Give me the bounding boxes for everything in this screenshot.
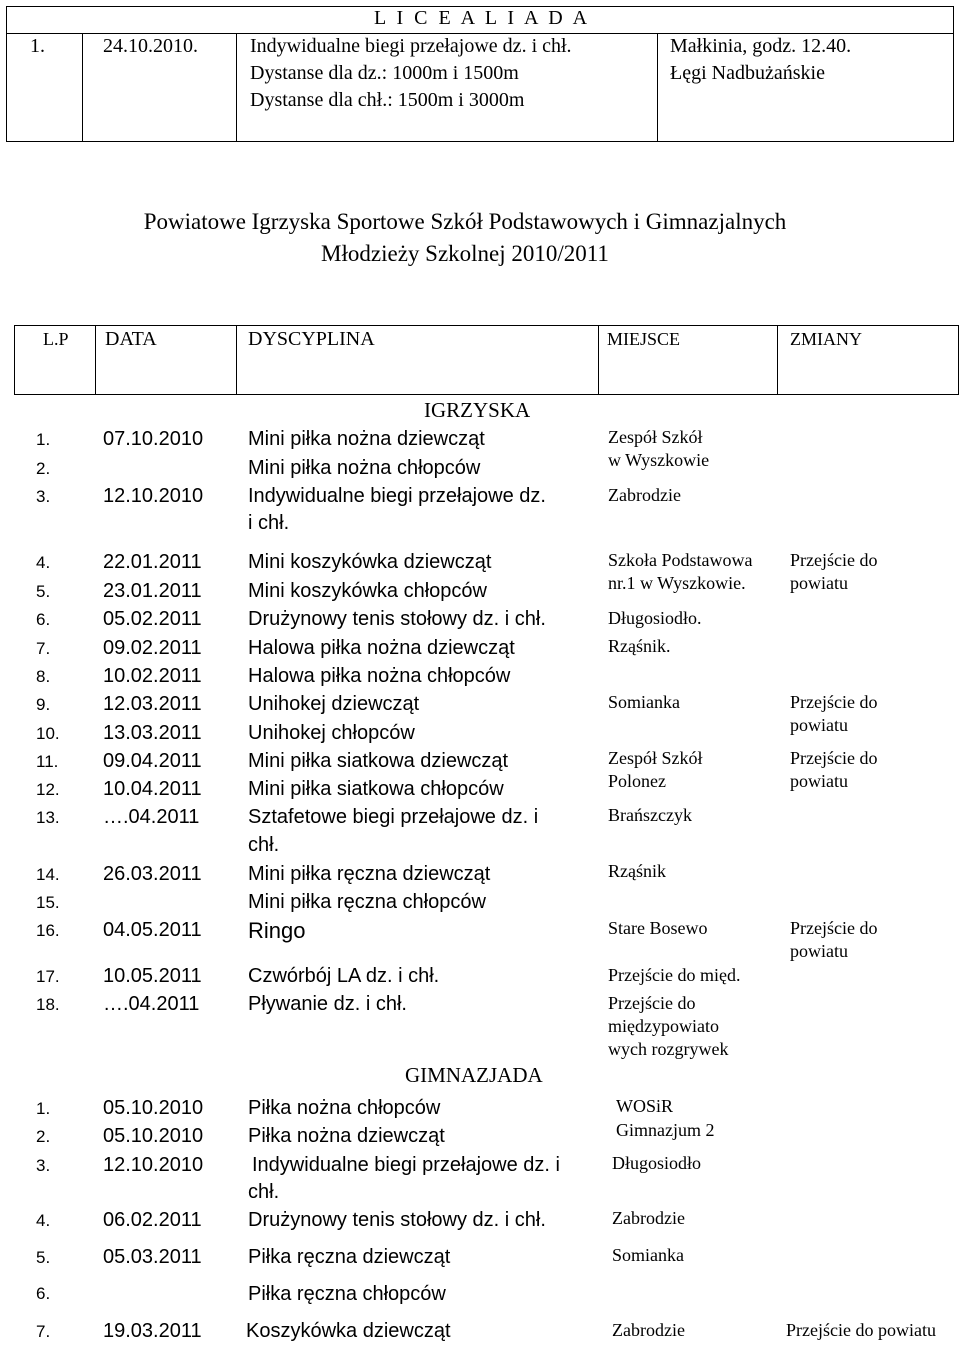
header-lp: L.P <box>43 329 69 349</box>
ig-row16-lp: 16. <box>36 921 60 940</box>
ig-row17-date: 10.05.2011 <box>103 965 202 987</box>
gim-row4-lp: 4. <box>36 1211 51 1230</box>
ig-row10-lp: 10. <box>36 724 60 743</box>
ig-change-16a: Przejście do <box>790 918 878 938</box>
ig-change-4b: powiatu <box>790 573 848 593</box>
ig-place-18b: międzypowiato <box>608 1016 719 1036</box>
ig-row1-discipline: Mini piłka nożna dziewcząt <box>248 428 485 450</box>
licealiada-title-divider <box>6 33 954 34</box>
gim-row6-discipline: Piłka ręczna chłopców <box>248 1283 446 1305</box>
ig-row14-date: 26.03.2011 <box>103 863 202 885</box>
ig-place-4b: nr.1 w Wyszkowie. <box>608 573 746 593</box>
header-col-divider-1 <box>95 325 96 395</box>
gim-place-1a: WOSiR <box>616 1096 674 1116</box>
ig-row13-discipline-cont: chł. <box>248 834 280 856</box>
ig-place-1a: Zespół Szkół <box>608 427 703 447</box>
ig-row8-date: 10.02.2011 <box>103 665 202 687</box>
document-heading-line1: Powiatowe Igrzyska Sportowe Szkół Podstawowych i Gimnazjalnych <box>143 209 787 234</box>
gim-row2-lp: 2. <box>36 1127 51 1146</box>
header-discipline: DYSCYPLINA <box>248 328 375 350</box>
gim-place-7: Zabrodzie <box>612 1320 685 1340</box>
gim-row3-discipline: Indywidualne biegi przełajowe dz. i <box>252 1154 560 1176</box>
licealiada-date: 24.10.2010. <box>103 35 198 57</box>
ig-row8-discipline: Halowa piłka nożna chłopców <box>248 665 511 687</box>
gim-row1-date: 05.10.2010 <box>103 1097 204 1119</box>
ig-place-17: Przejście do międ. <box>608 965 741 985</box>
gim-row7-date: 19.03.2011 <box>103 1320 202 1342</box>
ig-row4-lp: 4. <box>36 553 51 572</box>
ig-row9-lp: 9. <box>36 695 51 714</box>
ig-row14-lp: 14. <box>36 865 60 884</box>
ig-row13-lp: 13. <box>36 808 60 827</box>
ig-row9-discipline: Unihokej dziewcząt <box>248 693 420 715</box>
ig-row8-lp: 8. <box>36 667 51 686</box>
licealiada-place-line1: Małkinia, godz. 12.40. <box>670 35 852 57</box>
ig-place-9: Somianka <box>608 692 680 712</box>
ig-row2-lp: 2. <box>36 459 51 478</box>
gim-row1-lp: 1. <box>36 1099 51 1118</box>
ig-row3-date: 12.10.2010 <box>103 485 204 507</box>
gim-row7-lp: 7. <box>36 1322 51 1341</box>
gim-row5-date: 05.03.2011 <box>103 1246 202 1268</box>
ig-place-11a: Zespół Szkół <box>608 748 703 768</box>
ig-place-6: Długosiodło. <box>608 608 702 628</box>
licealiada-col-divider-3 <box>657 33 658 142</box>
ig-row2-discipline: Mini piłka nożna chłopców <box>248 457 481 479</box>
gim-row3-date: 12.10.2010 <box>103 1154 204 1176</box>
ig-row18-lp: 18. <box>36 995 60 1014</box>
ig-place-11b: Polonez <box>608 771 666 791</box>
ig-row15-lp: 15. <box>36 893 60 912</box>
header-place: MIEJSCE <box>607 329 681 349</box>
ig-row15-discipline: Mini piłka ręczna chłopców <box>248 891 486 913</box>
ig-row6-discipline: Drużynowy tenis stołowy dz. i chł. <box>248 608 546 630</box>
igrzyska-title: IGRZYSKA <box>424 398 531 422</box>
ig-row17-discipline: Czwórbój LA dz. i chł. <box>248 965 440 987</box>
gim-row2-discipline: Piłka nożna dziewcząt <box>248 1125 445 1147</box>
header-col-divider-2 <box>236 325 237 395</box>
ig-row13-date: ….04.2011 <box>103 806 200 828</box>
ig-row17-lp: 17. <box>36 967 60 986</box>
header-col-divider-3 <box>598 325 599 395</box>
header-changes: ZMIANY <box>790 329 862 349</box>
ig-row6-date: 05.02.2011 <box>103 608 202 630</box>
ig-row10-discipline: Unihokej chłopców <box>248 722 415 744</box>
ig-row7-discipline: Halowa piłka nożna dziewcząt <box>248 637 515 659</box>
gim-row4-discipline: Drużynowy tenis stołowy dz. i chł. <box>248 1209 546 1231</box>
ig-row9-date: 12.03.2011 <box>103 693 202 715</box>
gim-row4-date: 06.02.2011 <box>103 1209 202 1231</box>
ig-place-18c: wych rozgrywek <box>608 1039 729 1059</box>
licealiada-title: L I C E A L I A D A <box>374 7 591 29</box>
ig-row12-discipline: Mini piłka siatkowa chłopców <box>248 778 504 800</box>
gim-row5-discipline: Piłka ręczna dziewcząt <box>248 1246 451 1268</box>
gim-place-3: Długosiodło <box>612 1153 702 1173</box>
ig-place-7: Rząśnik. <box>608 636 671 656</box>
ig-row4-date: 22.01.2011 <box>103 551 202 573</box>
ig-row7-date: 09.02.2011 <box>103 637 202 659</box>
ig-row5-date: 23.01.2011 <box>103 580 202 602</box>
ig-change-4a: Przejście do <box>790 550 878 570</box>
gim-row2-date: 05.10.2010 <box>103 1125 204 1147</box>
ig-change-16b: powiatu <box>790 941 848 961</box>
gim-row1-discipline: Piłka nożna chłopców <box>248 1097 441 1119</box>
ig-row1-lp: 1. <box>36 430 51 449</box>
ig-place-4a: Szkoła Podstawowa <box>608 550 753 570</box>
ig-row5-discipline: Mini koszykówka chłopców <box>248 580 487 602</box>
header-col-divider-4 <box>777 325 778 395</box>
ig-place-14: Rząśnik <box>608 861 666 881</box>
ig-place-13: Brańszczyk <box>608 805 692 825</box>
licealiada-discipline-line3: Dystanse dla chł.: 1500m i 3000m <box>250 89 525 111</box>
licealiada-discipline-line1: Indywidualne biegi przełajowe dz. i chł. <box>250 35 572 57</box>
gim-row5-lp: 5. <box>36 1248 51 1267</box>
gimnazjada-title: GIMNAZJADA <box>405 1063 543 1087</box>
ig-row12-lp: 12. <box>36 780 60 799</box>
ig-row7-lp: 7. <box>36 639 51 658</box>
ig-row18-date: ….04.2011 <box>103 993 200 1015</box>
ig-row5-lp: 5. <box>36 582 51 601</box>
gim-row3-lp: 3. <box>36 1156 51 1175</box>
licealiada-col-divider-1 <box>82 33 83 142</box>
gim-place-4: Zabrodzie <box>612 1208 685 1228</box>
ig-row3-discipline-cont: i chł. <box>248 512 290 534</box>
ig-row11-discipline: Mini piłka siatkowa dziewcząt <box>248 750 509 772</box>
ig-row16-discipline: Ringo <box>248 918 306 943</box>
ig-row16-date: 04.05.2011 <box>103 919 202 941</box>
ig-row18-discipline: Pływanie dz. i chł. <box>248 993 407 1015</box>
ig-place-3: Zabrodzie <box>608 485 681 505</box>
ig-place-16: Stare Bosewo <box>608 918 708 938</box>
ig-row10-date: 13.03.2011 <box>103 722 202 744</box>
ig-change-11b: powiatu <box>790 771 848 791</box>
licealiada-lp: 1. <box>30 35 45 57</box>
ig-row14-discipline: Mini piłka ręczna dziewcząt <box>248 863 491 885</box>
gim-row7-discipline: Koszykówka dziewcząt <box>246 1320 451 1342</box>
gim-row6-lp: 6. <box>36 1284 51 1303</box>
ig-row12-date: 10.04.2011 <box>103 778 202 800</box>
gim-place-5: Somianka <box>612 1245 684 1265</box>
ig-row11-lp: 11. <box>36 752 59 771</box>
licealiada-col-divider-2 <box>236 33 237 142</box>
ig-row6-lp: 6. <box>36 610 51 629</box>
ig-row3-lp: 3. <box>36 487 51 506</box>
ig-place-1b: w Wyszkowie <box>608 450 710 470</box>
ig-change-9a: Przejście do <box>790 692 878 712</box>
licealiada-place-line2: Łęgi Nadbużańskie <box>670 62 825 84</box>
licealiada-discipline-line2: Dystanse dla dz.: 1000m i 1500m <box>250 62 519 84</box>
ig-row11-date: 09.04.2011 <box>103 750 202 772</box>
gim-place-1b: Gimnazjum 2 <box>616 1120 715 1140</box>
ig-change-9b: powiatu <box>790 715 848 735</box>
ig-place-18a: Przejście do <box>608 993 696 1013</box>
gim-change-7: Przejście do powiatu <box>786 1320 936 1340</box>
header-date: DATA <box>105 328 157 350</box>
ig-row4-discipline: Mini koszykówka dziewcząt <box>248 551 492 573</box>
ig-row3-discipline: Indywidualne biegi przełajowe dz. <box>248 485 546 507</box>
ig-row1-date: 07.10.2010 <box>103 428 204 450</box>
ig-row13-discipline: Sztafetowe biegi przełajowe dz. i <box>248 806 539 828</box>
gim-row3-discipline-cont: chł. <box>248 1181 280 1203</box>
document-heading-line2: Młodzieży Szkolnej 2010/2011 <box>321 241 609 266</box>
ig-change-11a: Przejście do <box>790 748 878 768</box>
